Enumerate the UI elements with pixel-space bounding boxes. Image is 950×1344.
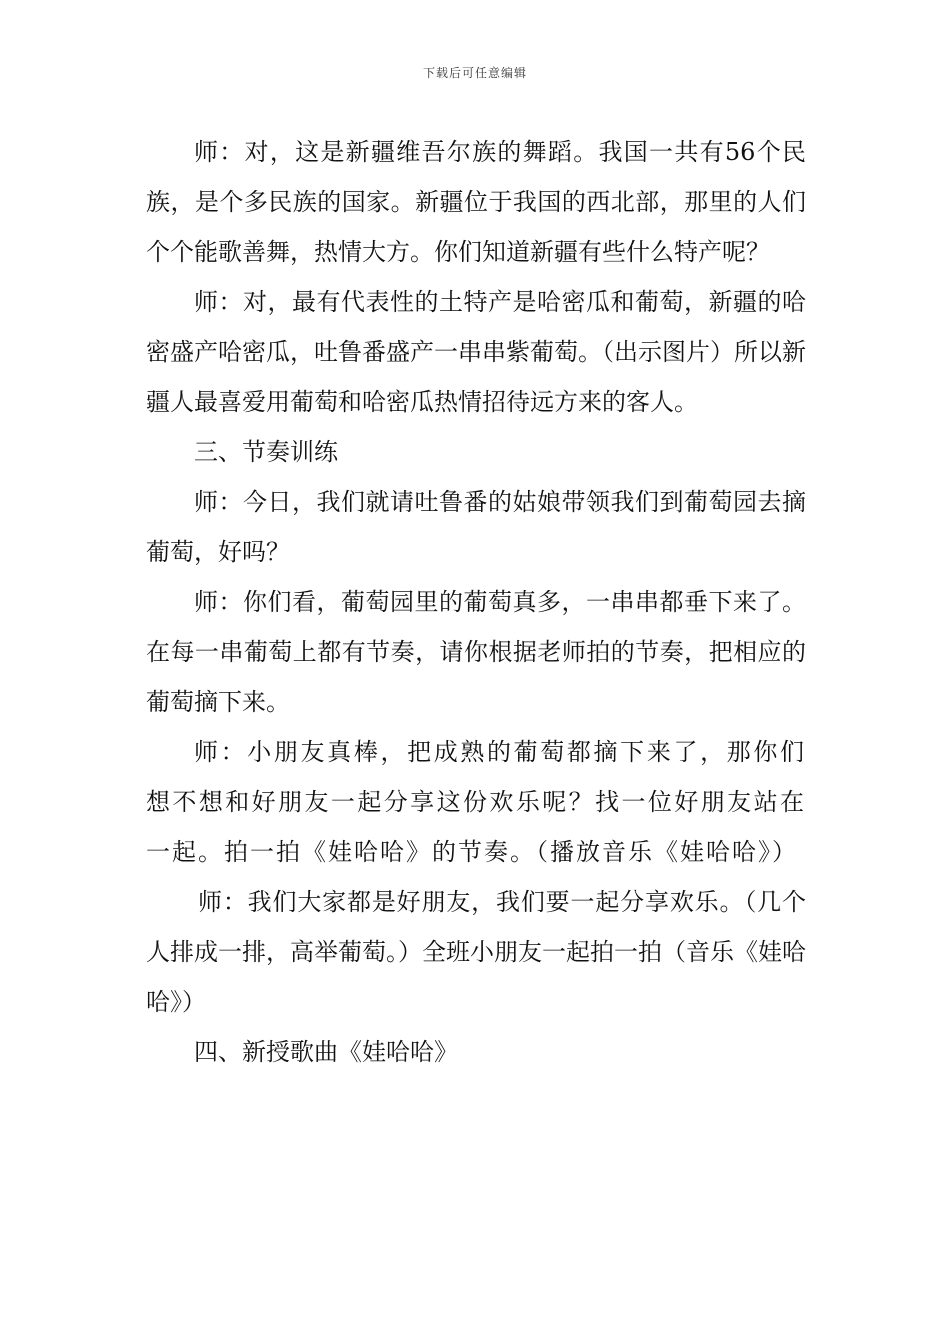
paragraph-grape-garden: 师：今日，我们就请吐鲁番的姑娘带领我们到葡萄园去摘葡萄，好吗？ xyxy=(146,488,806,566)
section-heading-rhythm-training: 三、节奏训练 xyxy=(194,438,338,466)
paragraph-pick-grapes: 师：你们看，葡萄园里的葡萄真多，一串串都垂下来了。在每一串葡萄上都有节奏，请你根据老师拍的节奏，把相应的葡萄摘下来。 xyxy=(146,588,806,716)
document-body xyxy=(146,127,806,1077)
paragraph-good-friends: 师：我们大家都是好朋友，我们要一起分享欢乐。（几个人排成一排，高举葡萄。）全班小朋友一起拍一拍（音乐《娃哈哈》） xyxy=(146,888,806,1016)
section-heading-new-song: 四、新授歌曲《娃哈哈》 xyxy=(194,1038,458,1066)
paragraph-share-joy: 师：小朋友真棒，把成熟的葡萄都摘下来了，那你们想不想和好朋友一起分享这份欢乐呢？找一位好朋友站在一起。拍一拍《娃哈哈》的节奏。（播放音乐《娃哈哈》） xyxy=(146,738,806,866)
page-header: 下载后可任意编辑 xyxy=(422,66,527,80)
paragraph-specialties: 师：对，最有代表性的土特产是哈密瓜和葡萄，新疆的哈密盛产哈密瓜，吐鲁番盛产一串串紫葡萄。（出示图片）所以新疆人最喜爱用葡萄和哈密瓜热情招待远方来的客人。 xyxy=(146,288,806,416)
paragraph-xinjiang-dance: 师：对，这是新疆维吾尔族的舞蹈。我国一共有56个民族，是个多民族的国家。新疆位于我国的西北部，那里的人们个个能歌善舞，热情大方。你们知道新疆有些什么特产呢？ xyxy=(146,138,806,266)
